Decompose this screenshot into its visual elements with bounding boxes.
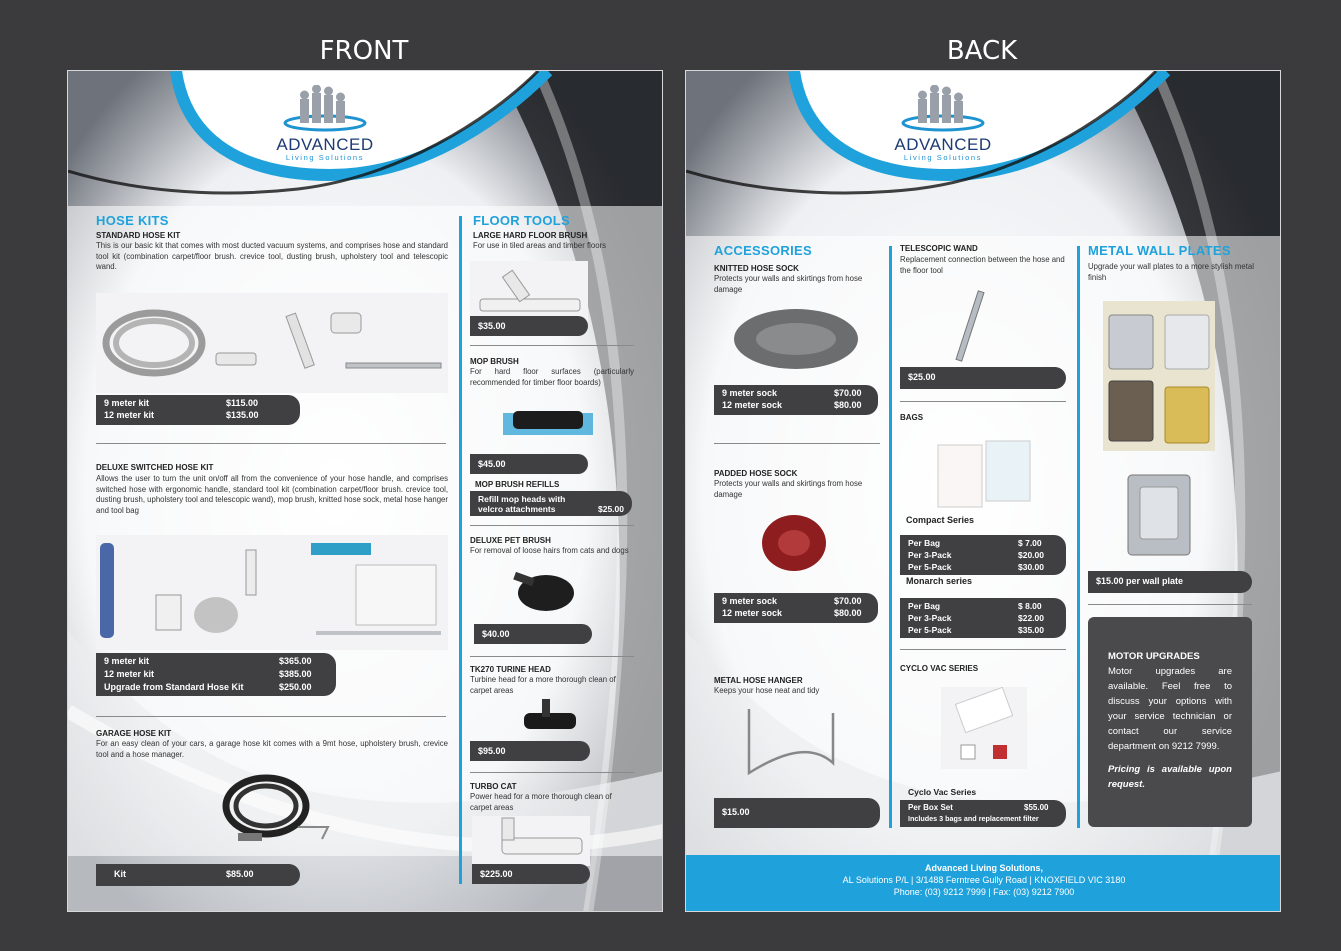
price-value: $20.00	[1018, 550, 1044, 560]
divider	[714, 443, 880, 444]
logo-main-text: ADVANCED	[276, 135, 374, 154]
price-value: $30.00	[1018, 562, 1044, 572]
knitted-sock-price-box	[714, 385, 878, 415]
price-value: $ 8.00	[1018, 601, 1042, 611]
divider	[900, 649, 1066, 650]
price-label: 12 meter kit	[104, 410, 155, 420]
price-label: 12 meter sock	[722, 608, 783, 618]
knitted-sock-title: KNITTED HOSE SOCK	[714, 264, 799, 273]
cyclo-vac-line2: Includes 3 bags and replacement filter	[908, 814, 1039, 823]
pet-brush-price: $40.00	[474, 624, 592, 644]
turbo-cat-title: TURBO CAT	[470, 782, 517, 791]
deluxe-hose-kit-image	[96, 535, 448, 650]
price-value: $365.00	[279, 656, 312, 666]
mop-refills-price: $25.00	[598, 504, 624, 514]
standard-hose-kit-image	[96, 293, 448, 393]
divider	[470, 345, 634, 346]
price-label: 9 meter sock	[722, 388, 778, 398]
motor-upgrades-title: MOTOR UPGRADES	[1108, 651, 1200, 662]
tk270-desc: Turbine head for a more thorough clean of carpet areas	[470, 675, 616, 695]
telescopic-wand-price: $25.00	[900, 367, 1066, 389]
price-label: Per Bag	[908, 538, 941, 548]
cyclo-vac-name: Cyclo Vac Series	[908, 787, 977, 797]
column-divider	[1077, 246, 1080, 828]
knitted-sock-image	[726, 299, 866, 379]
telescopic-wand-desc: Replacement connection between the hose and the floor tool	[900, 255, 1065, 275]
garage-hose-kit-desc: For an easy clean of your cars, a garage hose kit comes with a 9mt hose, upholstery brush, crevice tool and a hose manager.	[96, 739, 448, 759]
pet-brush-title: DELUXE PET BRUSH	[470, 536, 551, 545]
compact-series-price-box	[900, 535, 1066, 575]
standard-hose-kit-desc: This is our basic kit that comes with most ducted vacuum systems, and comprises hose and standard tool kit (combination carpet/floor brush. crevice tool, dusting brush, upholstery tool and telescopic wand.	[96, 241, 448, 271]
price-value: $385.00	[279, 669, 312, 679]
price-value: $80.00	[834, 400, 862, 410]
price-value: $22.00	[1018, 613, 1044, 623]
divider	[470, 656, 634, 657]
price-label: Per 5-Pack	[908, 625, 952, 635]
price-label: 12 meter sock	[722, 400, 783, 410]
deluxe-hose-kit-price-box	[96, 653, 336, 696]
logo-sub-text: Living Solutions	[285, 153, 365, 162]
floor-tools-heading: FLOOR TOOLS	[473, 213, 570, 228]
cyclo-vac-price-box	[900, 800, 1066, 827]
standard-hose-kit-title: STANDARD HOSE KIT	[96, 231, 181, 240]
price-value: $115.00	[226, 398, 259, 408]
company-logo	[868, 85, 1018, 165]
large-floor-brush-price: $35.00	[470, 316, 588, 336]
hose-hanger-desc: Keeps your hose neat and tidy	[714, 686, 820, 695]
mop-refills-line1: Refill mop heads with	[478, 494, 566, 504]
price-label: Upgrade from Standard Hose Kit	[104, 682, 244, 692]
footer-phone: Phone: (03) 9212 7999 | Fax: (03) 9212 7900	[893, 887, 1075, 897]
column-divider	[889, 246, 892, 828]
people-logo-icon	[250, 85, 400, 135]
price-label: Per Bag	[908, 601, 941, 611]
padded-sock-desc: Protects your walls and skirtings from hose damage	[714, 479, 863, 499]
hose-hanger-price: $15.00	[714, 798, 880, 828]
deluxe-hose-kit-title: DELUXE SWITCHED HOSE KIT	[96, 463, 214, 472]
price-label: 12 meter kit	[104, 669, 155, 679]
cyclo-vac-image	[941, 687, 1027, 769]
standard-hose-kit-price-box	[96, 395, 300, 425]
divider	[900, 401, 1066, 402]
padded-sock-image	[754, 507, 834, 583]
hose-hanger-image	[741, 703, 841, 783]
price-value: $ 7.00	[1018, 538, 1042, 548]
tk270-image	[520, 695, 580, 735]
garage-hose-kit-image	[218, 761, 338, 861]
mop-refills-line2: velcro attachments	[478, 504, 556, 514]
accessories-heading: ACCESSORIES	[714, 243, 812, 258]
mop-brush-title: MOP BRUSH	[470, 357, 519, 366]
price-label: Per 5-Pack	[908, 562, 952, 572]
footer-address: AL Solutions P/L | 3/1488 Ferntree Gully Road | KNOXFIELD VIC 3180	[842, 875, 1126, 885]
price-value: $70.00	[834, 596, 862, 606]
price-label: 9 meter kit	[104, 398, 150, 408]
motor-upgrades-box	[1088, 617, 1252, 827]
monarch-series-name: Monarch series	[906, 576, 973, 586]
price-value: $70.00	[834, 388, 862, 398]
turbo-cat-desc: Power head for a more thorough clean of carpet areas	[470, 792, 612, 812]
tk270-title: TK270 TURINE HEAD	[470, 665, 551, 674]
price-label: Kit	[114, 869, 126, 879]
turbo-cat-image	[472, 816, 590, 866]
footer	[686, 855, 1281, 912]
pet-brush-desc: For removal of loose hairs from cats and dogs	[470, 546, 629, 555]
cyclo-vac-title: CYCLO VAC SERIES	[900, 664, 979, 673]
bags-image	[936, 439, 1036, 511]
hose-hanger-title: METAL HOSE HANGER	[714, 676, 803, 685]
mop-refills-price-box	[470, 491, 632, 516]
turbo-cat-price: $225.00	[472, 864, 590, 884]
price-label: 9 meter kit	[104, 656, 150, 666]
mop-refills-title: MOP BRUSH REFILLS	[475, 480, 560, 489]
price-value: $250.00	[279, 682, 312, 692]
wall-plate-chrome-image	[1124, 471, 1194, 559]
front-label: FRONT	[319, 36, 409, 66]
price-label: 9 meter sock	[722, 596, 778, 606]
back-label: BACK	[946, 36, 1018, 66]
divider	[1088, 604, 1252, 605]
divider	[96, 443, 446, 444]
hose-kits-heading: HOSE KITS	[96, 213, 169, 228]
back-page	[685, 70, 1281, 912]
front-page	[67, 70, 663, 912]
telescopic-wand-image	[941, 286, 1001, 366]
wall-plates-price: $15.00 per wall plate	[1088, 571, 1252, 593]
compact-series-name: Compact Series	[906, 515, 975, 525]
mop-brush-desc: For hard floor surfaces (particularly recommended for timber floor boards)	[470, 367, 634, 387]
price-label: Per 3-Pack	[908, 613, 952, 623]
price-value: $80.00	[834, 608, 862, 618]
divider	[470, 772, 634, 773]
garage-hose-kit-title: GARAGE HOSE KIT	[96, 729, 172, 738]
mop-brush-price: $45.00	[470, 454, 588, 474]
price-value: $85.00	[226, 869, 254, 879]
garage-hose-kit-price-box	[96, 864, 300, 886]
mop-brush-image	[498, 393, 598, 451]
padded-sock-title: PADDED HOSE SOCK	[714, 469, 798, 478]
knitted-sock-desc: Protects your walls and skirtings from hose damage	[714, 274, 863, 294]
logo-sub-text: Living Solutions	[903, 153, 983, 162]
price-value: $135.00	[226, 410, 259, 420]
wall-plates-image	[1103, 301, 1215, 451]
wall-plates-heading: METAL WALL PLATES	[1088, 243, 1231, 258]
cyclo-vac-price: $55.00	[1024, 803, 1049, 812]
motor-upgrades-note: Pricing is available upon request.	[1108, 764, 1232, 790]
telescopic-wand-title: TELESCOPIC WAND	[900, 244, 978, 253]
wall-plates-desc: Upgrade your wall plates to a more stylish metal finish	[1088, 262, 1254, 282]
logo-main-text: ADVANCED	[894, 135, 992, 154]
tk270-price: $95.00	[470, 741, 590, 761]
cyclo-vac-line1: Per Box Set	[908, 803, 953, 812]
large-floor-brush-title: LARGE HARD FLOOR BRUSH	[473, 231, 588, 240]
monarch-series-price-box	[900, 598, 1066, 638]
motor-upgrades-body: Motor upgrades are available. Feel free to discuss your options with your service technician or contact our service department on 9212 7999.	[1108, 666, 1232, 752]
padded-sock-price-box	[714, 593, 878, 623]
company-logo	[250, 85, 400, 165]
price-label: Per 3-Pack	[908, 550, 952, 560]
bags-title: BAGS	[900, 413, 924, 422]
divider	[470, 525, 634, 526]
price-value: $35.00	[1018, 625, 1044, 635]
column-divider	[459, 216, 462, 884]
pet-brush-image	[508, 567, 578, 617]
people-logo-icon	[868, 85, 1018, 135]
deluxe-hose-kit-desc: Allows the user to turn the unit on/off all from the convenience of your hose handle, and comprises switched hose with ergonomic handle, standard tool kit (combination carpet/floor brush. crevice tool, dusting brush, upholstery tool and telescopic wand), mop brush, knitted hose sock, metal hose hanger and tool bag	[96, 474, 448, 515]
footer-company: Advanced Living Solutions,	[924, 863, 1043, 873]
large-floor-brush-desc: For use in tiled areas and timber floors	[473, 241, 607, 250]
divider	[96, 716, 446, 717]
